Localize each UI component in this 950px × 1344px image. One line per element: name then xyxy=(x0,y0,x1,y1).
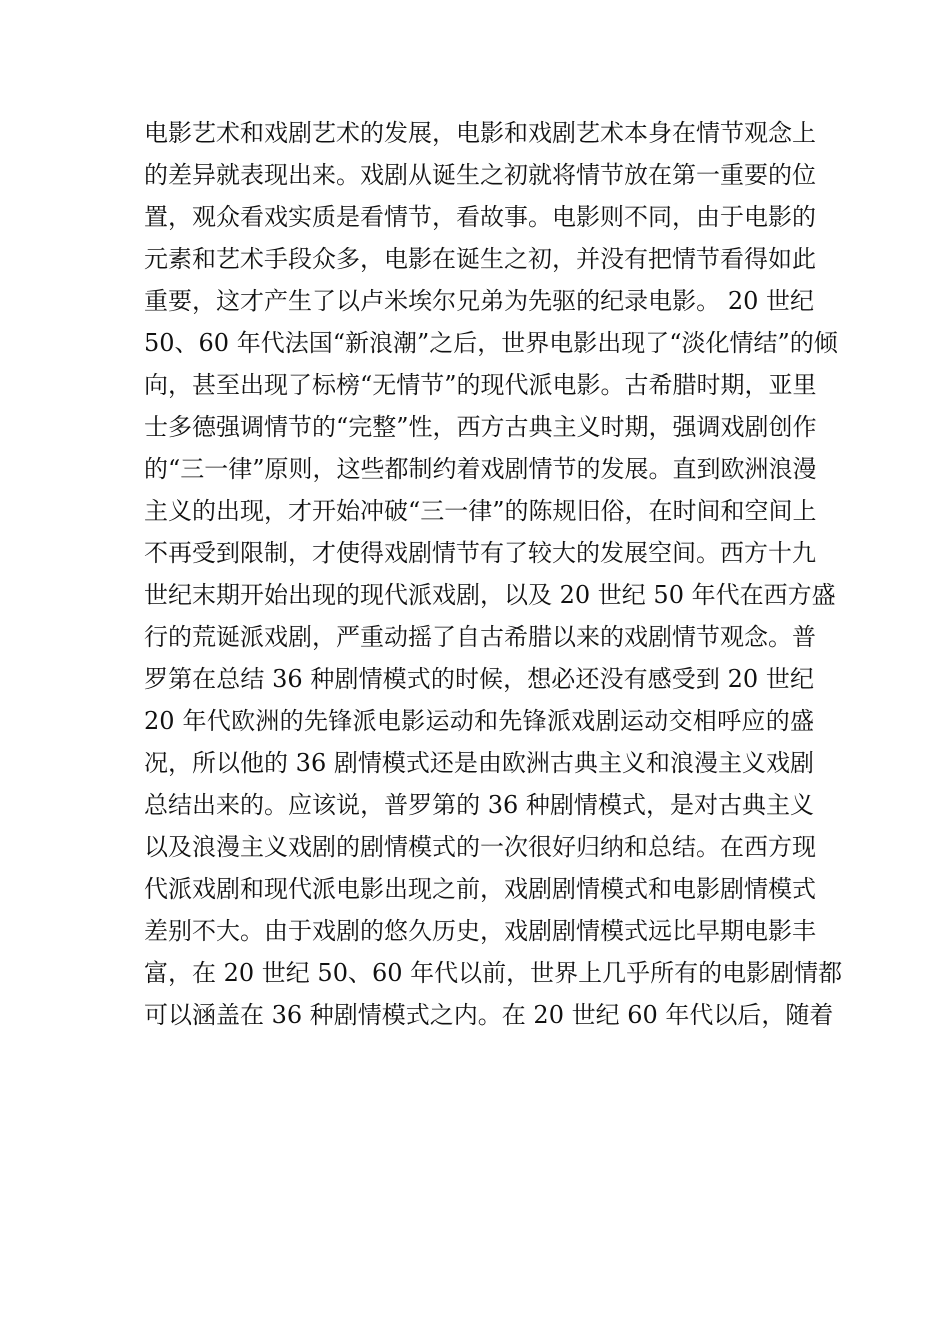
text-line: 置，观众看戏实质是看情节，看故事。电影则不同，由于电影的 xyxy=(144,203,816,231)
text-line: 以及浪漫主义戏剧的剧情模式的一次很好归纳和总结。在西方现 xyxy=(144,833,816,861)
text-line: 20 年代欧洲的先锋派电影运动和先锋派戏剧运动交相呼应的盛 xyxy=(144,707,814,735)
text-line: 富，在 20 世纪 50、60 年代以前，世界上几乎所有的电影剧情都 xyxy=(144,959,843,987)
text-line: 的差异就表现出来。戏剧从诞生之初就将情节放在第一重要的位 xyxy=(144,161,816,189)
body-text xyxy=(144,112,843,1036)
text-line: 不再受到限制，才使得戏剧情节有了较大的发展空间。西方十九 xyxy=(144,539,816,567)
text-line: 士多德强调情节的“完整”性，西方古典主义时期，强调戏剧创作 xyxy=(144,413,817,441)
text-line: 电影艺术和戏剧艺术的发展，电影和戏剧艺术本身在情节观念上 xyxy=(144,119,816,147)
text-line: 况，所以他的 36 剧情模式还是由欧洲古典主义和浪漫主义戏剧 xyxy=(144,749,814,777)
text-line: 向，甚至出现了标榜“无情节”的现代派电影。古希腊时期，亚里 xyxy=(144,371,817,399)
text-line: 罗第在总结 36 种剧情模式的时候，想必还没有感受到 20 世纪 xyxy=(144,665,814,693)
text-line: 代派戏剧和现代派电影出现之前，戏剧剧情模式和电影剧情模式 xyxy=(144,875,816,903)
text-line: 的“三一律”原则，这些都制约着戏剧情节的发展。直到欧洲浪漫 xyxy=(144,455,817,483)
text-line: 50、60 年代法国“新浪潮”之后，世界电影出现了“淡化情结”的倾 xyxy=(144,329,838,357)
text-line: 差别不大。由于戏剧的悠久历史，戏剧剧情模式远比早期电影丰 xyxy=(144,917,816,945)
text-line: 可以涵盖在 36 种剧情模式之内。在 20 世纪 60 年代以后，随着 xyxy=(144,1001,834,1029)
text-line: 重要，这才产生了以卢米埃尔兄弟为先驱的纪录电影。 20 世纪 xyxy=(144,287,814,315)
text-line: 行的荒诞派戏剧，严重动摇了自古希腊以来的戏剧情节观念。普 xyxy=(144,623,816,651)
text-line: 总结出来的。应该说，普罗第的 36 种剧情模式，是对古典主义 xyxy=(144,791,814,819)
text-line: 元素和艺术手段众多，电影在诞生之初，并没有把情节看得如此 xyxy=(144,245,816,273)
text-line: 主义的出现，才开始冲破“三一律”的陈规旧俗，在时间和空间上 xyxy=(144,497,817,525)
text-line: 世纪末期开始出现的现代派戏剧，以及 20 世纪 50 年代在西方盛 xyxy=(144,581,836,609)
